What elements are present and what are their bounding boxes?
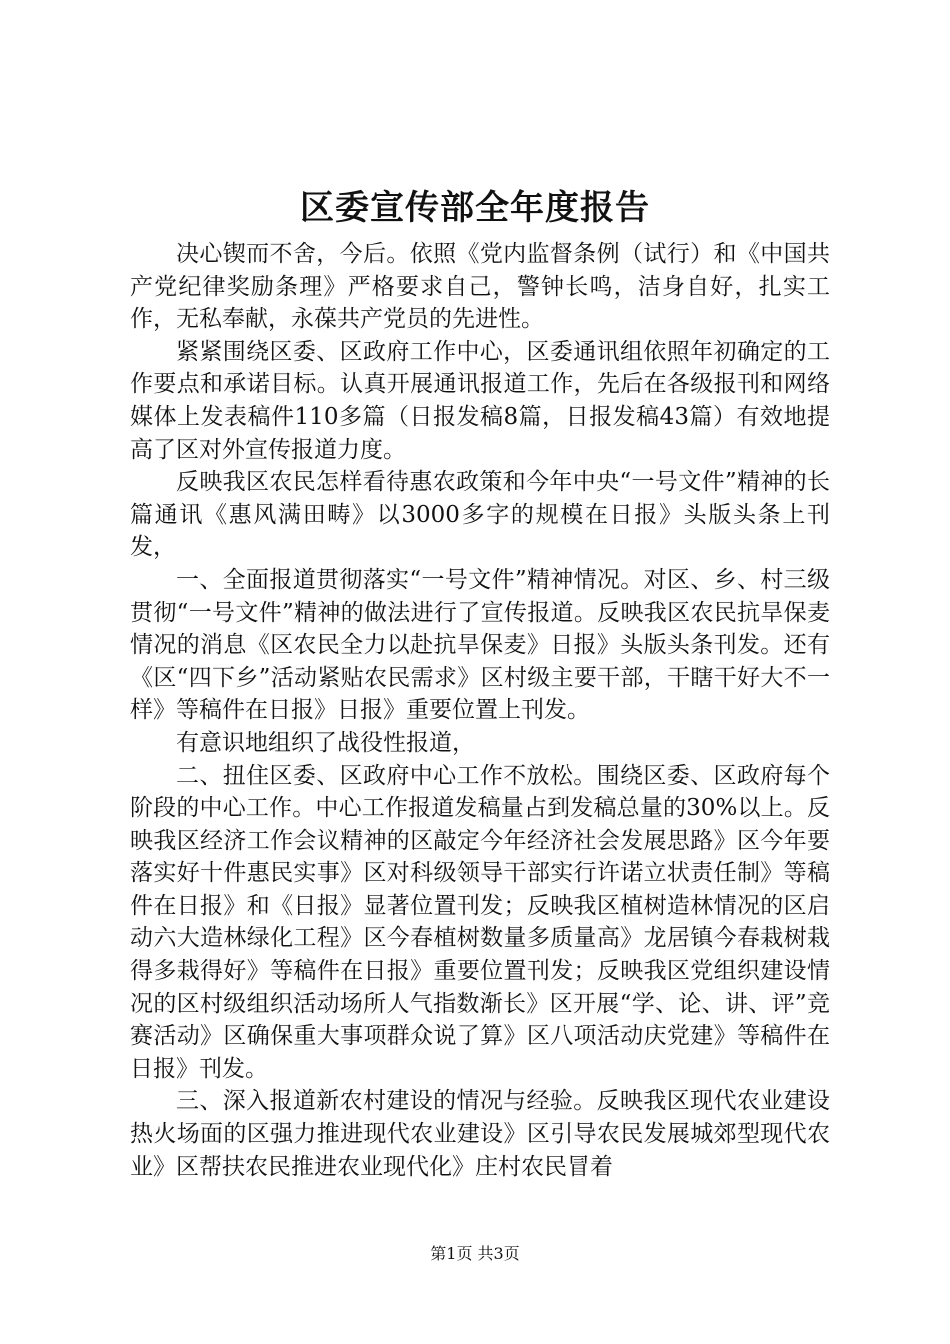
document-title: 区委宣传部全年度报告 — [300, 188, 650, 228]
paragraph: 反映我区农民怎样看待惠农政策和今年中央“一号文件”精神的长篇通讯《惠风满田畴》以3000多字的规模在日报》头版头条上刊发， — [130, 469, 830, 561]
paragraph: 三、深入报道新农村建设的情况与经验。反映我区现代农业建设热火场面的区强力推进现代农业建设》区引导农民发展城郊型现代农业》区帮扶农民推进农业现代化》庄村农民冒着 — [130, 1088, 830, 1180]
paragraph: 一、全面报道贯彻落实“一号文件”精神情况。对区、乡、村三级贯彻“一号文件”精神的做法进行了宣传报道。反映我区农民抗旱保麦情况的消息《区农民全力以赴抗旱保麦》日报》头版头条刊发。还有《区“四下乡”活动紧贴农民需求》区村级主要干部，干瞎干好大不一样》等稿件在日报》日报》重要位置上刊发。 — [130, 566, 830, 724]
paragraph: 二、扭住区委、区政府中心工作不放松。围绕区委、区政府每个阶段的中心工作。中心工作报道发稿量占到发稿总量的30%以上。反映我区经济工作会议精神的区敲定今年经济社会发展思路》区今年要落实好十件惠民实事》区对科级领导干部实行许诺立状责任制》等稿件在日报》和《日报》显著位置刊发；反映我区植树造林情况的区启动六大造林绿化工程》区今春植树数量多质量高》龙居镇今春栽树栽得多栽得好》等稿件在日报》重要位置刊发；反映我区党组织建设情况的区村级组织活动场所人气指数渐长》区开展“学、论、讲、评”竞赛活动》区确保重大事项群众说了算》区八项活动庆党建》等稿件在日报》刊发。 — [130, 762, 830, 1082]
page-number-footer: 第1页 共3页 — [430, 1244, 520, 1263]
paragraph: 决心锲而不舍，今后。依照《党内监督条例（试行）和《中国共产党纪律奖励条理》严格要求自己，警钟长鸣，洁身自好，扎实工作，无私奉献，永葆共产党员的先进性。 — [130, 241, 830, 333]
paragraph: 有意识地组织了战役性报道， — [176, 729, 475, 756]
document-body — [130, 238, 830, 1183]
paragraph: 紧紧围绕区委、区政府工作中心，区委通讯组依照年初确定的工作要点和承诺目标。认真开展通讯报道工作，先后在各级报刊和网络媒体上发表稿件110多篇（日报发稿8篇，日报发稿43篇）有效地提高了区对外宣传报道力度。 — [130, 338, 830, 463]
